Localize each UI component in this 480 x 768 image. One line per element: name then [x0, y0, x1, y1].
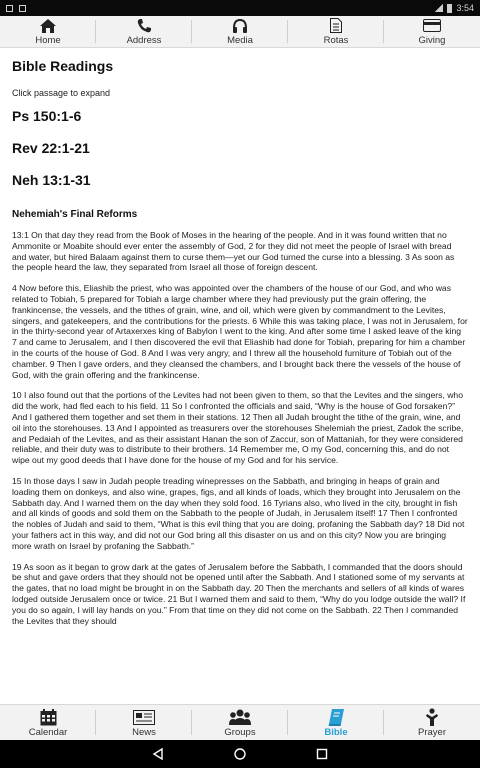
tab-label: Groups — [224, 727, 256, 738]
notification-icon — [19, 5, 26, 12]
signal-icon — [435, 4, 443, 12]
tab-address[interactable] — [96, 16, 192, 47]
credit-card-icon — [423, 17, 441, 34]
home-icon — [40, 17, 56, 34]
tab-label: Giving — [418, 35, 446, 46]
scripture-paragraph: 4 Now before this, Eliashib the priest, who was appointed over the chambers of the house of our God, and who was related to Tobiah, 5 prepared for Tobiah a large chamber where they had previously put the grain offering, the frankincense, the vessels, and the tithes of grain, wine, and oil, which were given by commandment to the Levites, singers, and gatekeepers, and the contributions for the priests. 6 While this was taking place, I was not in Jerusalem, for in the thirty-second year of Artaxerxes king of Babylon I went to the king. And after some time I asked leave of the king 7 and came to Jerusalem, and I then discovered the evil that Eliashib had done for Tobiah, preparing for him a chamber in the courts of the house of God. 8 And I was very angry, and I threw all the household furniture of Tobiah out of the chamber. 9 Then I gave orders, and they cleansed the chambers, and I brought back there the vessels of the house of God, with the grain offering and the frankincense. — [12, 283, 468, 380]
tab-giving[interactable] — [384, 16, 480, 47]
passage-link[interactable]: Ps 150:1-6 — [12, 108, 82, 124]
expand-hint: Click passage to expand — [12, 88, 111, 98]
scripture-paragraph: 10 I also found out that the portions of the Levites had not been given to them, so that the Levites and the singers, who did the work, had fled each to his field. 11 So I confronted the officials and said, “Why is the house of God forsaken?” And I gathered them together and set them in their stations. 12 Then all Judah brought the tithe of the grain, wine, and oil into the storehouses. 13 And I appointed as treasurers over the storehouses Shelemiah the priest, Zadok the scribe, and Pedaiah of the Levites, and as their assistant Hanan the son of Zaccur, son of Mattaniah, for they were considered reliable, and their duty was to distribute to their brothers. 14 Remember me, O my God, concerning this, and do not wipe out my good deeds that I have done for the house of my God and for his service. — [12, 390, 464, 466]
tab-groups[interactable] — [192, 705, 288, 740]
tab-news[interactable] — [96, 705, 192, 740]
tab-label: Home — [35, 35, 61, 46]
top-navigation — [0, 16, 480, 48]
battery-icon — [447, 4, 452, 13]
scripture-paragraph: 13:1 On that day they read from the Book of Moses in the hearing of the people. And in it was found written that no Ammonite or Moabite should ever enter the assembly of God, 2 for they did not meet the people of Israel with bread and water, but hired Balaam against them to curse them—yet our God turned the curse into a blessing. 3 As soon as the people heard the law, they separated from Israel all those of foreign descent. — [12, 230, 455, 273]
status-bar — [0, 0, 480, 16]
home-button[interactable] — [234, 748, 246, 760]
tab-bible[interactable] — [288, 705, 384, 740]
passage-link[interactable]: Rev 22:1-21 — [12, 140, 90, 156]
phone-icon — [137, 17, 151, 34]
bible-readings-content — [0, 48, 480, 704]
tab-media[interactable] — [192, 16, 288, 47]
section-heading: Nehemiah's Final Reforms — [12, 209, 138, 220]
tab-prayer[interactable] — [384, 705, 480, 740]
scripture-paragraph: 19 As soon as it began to grow dark at the gates of Jerusalem before the Sabbath, I commanded that the doors should be shut and gave orders that they should not be opened until after the Sabbath. And I stationed some of my servants at the gates, that no load might be brought in on the Sabbath day. 20 Then the merchants and sellers of all kinds of wares lodged outside Jerusalem once or twice. 21 But I warned them and said to them, “Why do you lodge outside the wall? If you do so again, I will lay hands on you.” From that time on they did not come on the Sabbath. 22 Then I commanded the Levites that they should — [12, 561, 466, 626]
bible-icon — [328, 707, 344, 727]
status-time: 3:54 — [456, 3, 474, 13]
bottom-navigation — [0, 704, 480, 740]
tab-calendar[interactable] — [0, 705, 96, 740]
calendar-icon — [40, 707, 57, 727]
tab-label: Bible — [324, 727, 348, 738]
passage-list — [12, 108, 468, 191]
page-title: Bible Readings — [12, 58, 114, 74]
recents-button[interactable] — [316, 748, 328, 760]
tab-label: Calendar — [28, 727, 68, 738]
headphones-icon — [232, 17, 248, 34]
prayer-icon — [424, 707, 440, 727]
tab-label: Address — [126, 35, 162, 46]
system-navigation-bar — [0, 740, 480, 768]
passage-link[interactable]: Neh 13:1-31 — [12, 172, 91, 188]
document-icon — [330, 17, 342, 34]
tab-label: Media — [227, 35, 253, 46]
newspaper-icon — [133, 707, 155, 727]
tab-label: News — [132, 727, 156, 738]
tab-label: Rotas — [323, 35, 349, 46]
tab-rotas[interactable] — [288, 16, 384, 47]
group-icon — [229, 707, 251, 727]
back-button[interactable] — [152, 748, 164, 760]
tab-home[interactable] — [0, 16, 96, 47]
tab-label: Prayer — [418, 727, 446, 738]
notification-icon — [6, 5, 13, 12]
scripture-paragraph: 15 In those days I saw in Judah people treading winepresses on the Sabbath, and bringing in heaps of grain and loading them on donkeys, and also wine, grapes, figs, and all kinds of loads, which they brought into Jerusalem on the Sabbath day. And I warned them on the day when they sold food. 16 Tyrians also, who lived in the city, brought in fish and all kinds of goods and sold them on the Sabbath to the people of Judah, in Jerusalem itself! 17 Then I confronted the nobles of Judah and said to them, “What is this evil thing that you are doing, profaning the Sabbath day? 18 Did not your fathers act in this way, and did not our God bring all this disaster on us and on this city? Now you are bringing more wrath on Israel by profaning the Sabbath.” — [12, 475, 465, 551]
